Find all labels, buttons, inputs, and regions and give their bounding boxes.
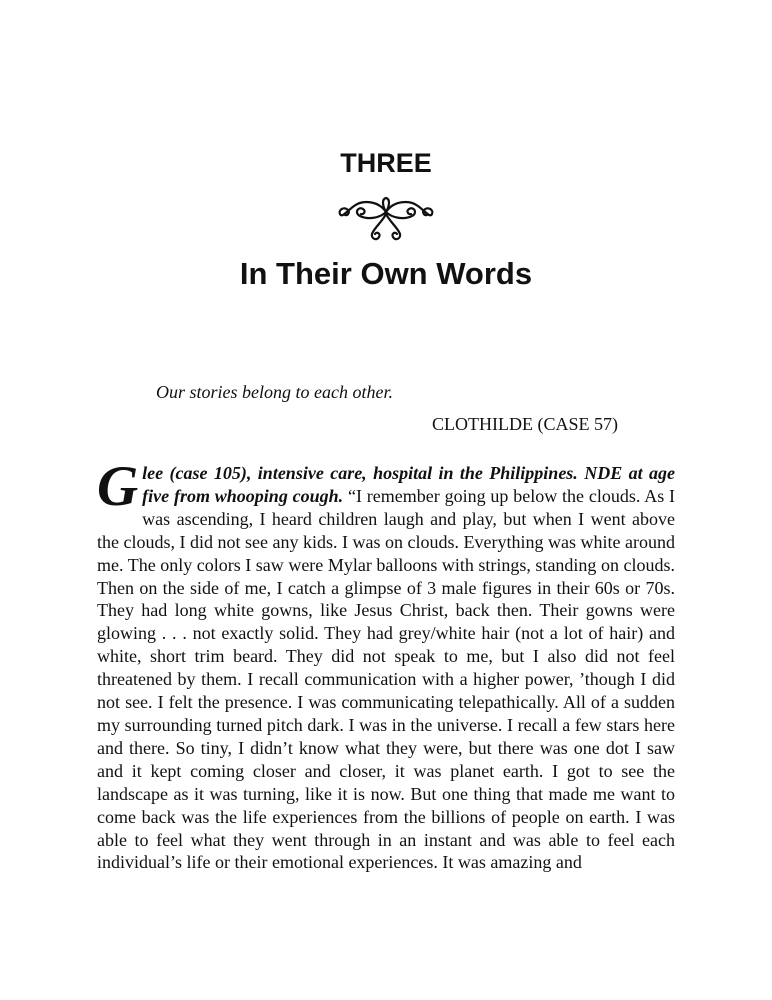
epigraph-quote: Our stories belong to each other. — [156, 382, 393, 402]
case-lead-in: lee (case 105), intensive care, hospital in the Philippines. NDE at age five from whooping cough. — [142, 463, 675, 506]
epigraph-source: CLOTHILDE (CASE 57) — [432, 414, 618, 434]
drop-cap: G — [97, 455, 139, 518]
case-testimony: “I remember going up below the clouds. As I was ascending, I heard children laugh and play, but when I went above the clouds, I did not see any kids. I was on clouds. Everything was white around me. The only colors I saw were Mylar balloons with strings, standing on clouds. Then on the side of me, I catch a glimpse of 3 male figures in their 60s or 70s. They had long white gowns, like Jesus Christ, back then. Their gowns were glowing . . . not exactly solid. They had grey/white hair (not a lot of hair) and white, short trim beard. They did not speak to me, but I also did not feel threatened by them. I recall communication with a higher power, ’though I did not see. I felt the presence. I was communicating telepathically. All of a sudden my surrounding turned pitch dark. I was in the universe. I recall a few stars here and there. So tiny, I didn’t know what they were, but there was one dot I saw and it kept coming closer and closer, it was planet earth. I got to see the landscape as it was turning, like it is now. But one thing that made me want to come back was the life experiences from the billions of people on earth. I was able to feel what they went through in an instant and was able to feel each individual’s life or their emotional experiences. It was amazing and — [97, 485, 676, 873]
body-paragraph — [97, 455, 676, 874]
scroll-flourish-icon — [336, 192, 436, 244]
chapter-title: In Their Own Words — [239, 256, 533, 291]
chapter-number: THREE — [340, 148, 432, 178]
epigraph — [156, 380, 618, 436]
